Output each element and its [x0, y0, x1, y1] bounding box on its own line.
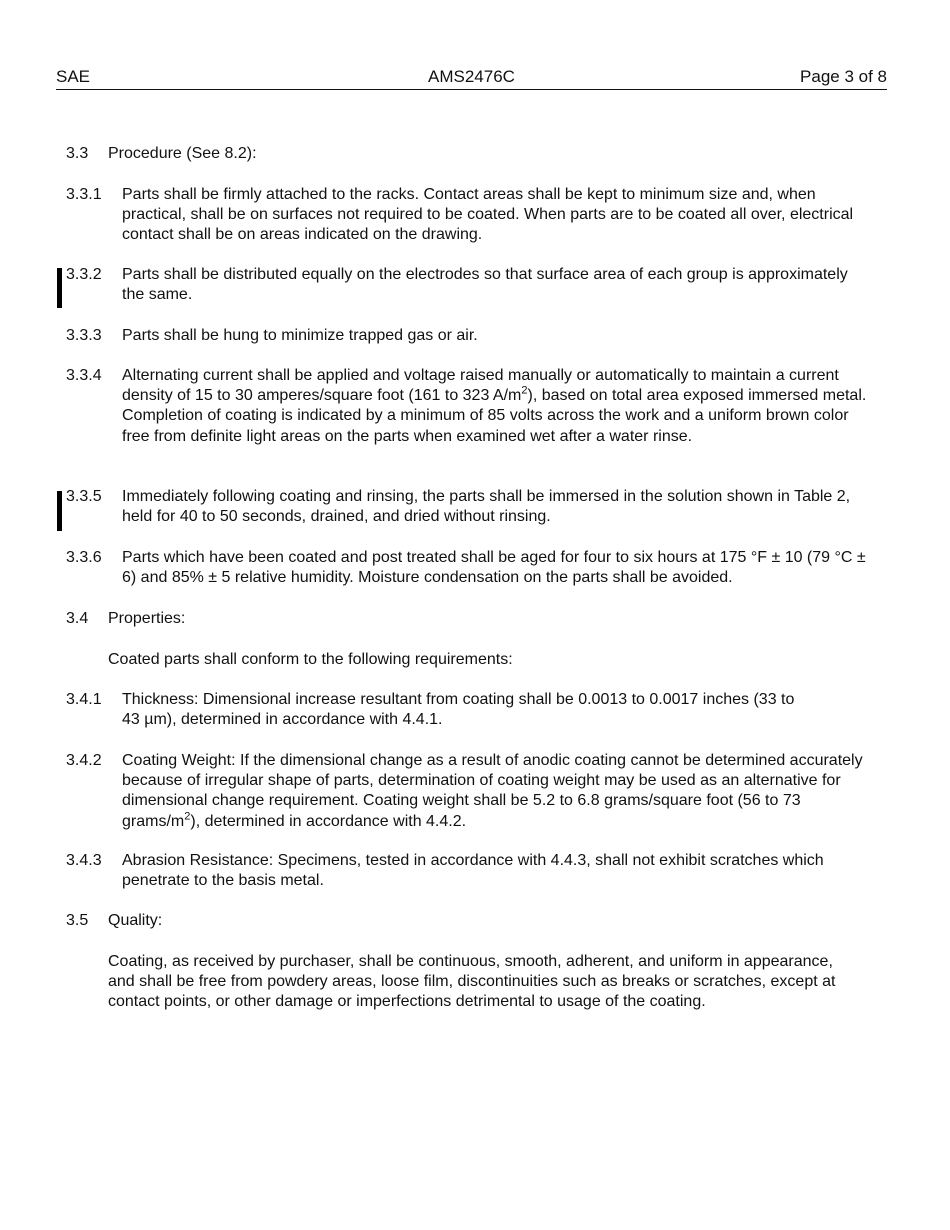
superscript: 2 — [184, 810, 191, 823]
section-number: 3.3.6 — [66, 549, 102, 566]
section-text: Coating, as received by purchaser, shall be continuous, smooth, adherent, and uniform in appearance, and shall be free from powdery areas, loose film, discontinuities such as breaks or scratches, except at contact points, or other damage or imperfections detrimental to usage of the coating. — [108, 953, 836, 1011]
section-text: Immediately following coating and rinsing, the parts shall be immersed in the solution shown in Table 2, held for 40 to 50 seconds, drained, and dried without rinsing. — [122, 488, 851, 526]
change-bar — [57, 268, 62, 308]
text-part: Alternating current shall be applied and voltage raised manually or automatically to maintain a current density of 15 to 30 amperes/square foot (161 to 323 A/m — [122, 367, 839, 405]
section-number: 3.4.1 — [66, 691, 102, 708]
section-number: 3.3.5 — [66, 488, 102, 505]
text-part: Coating Weight: If the dimensional change as a result of anodic coating cannot be determined accurately because of irregular shape of parts, determination of coating weight may be used as an alternative for dimensional change requirement. Coating weight shall be 5.2 to 6.8 grams/square foot (56 to 73 grams/m — [122, 752, 863, 830]
text-part: ), based on total area exposed immersed metal. Completion of coating is indicated by a minimum of 85 volts across the work and a uniform brown color free from definite light areas on the parts when examined wet after a water rinse. — [122, 387, 867, 445]
header-doc-id: AMS2476C — [428, 67, 515, 86]
section-text: Abrasion Resistance: Specimens, tested in accordance with 4.4.3, shall not exhibit scratches which penetrate to the basis metal. — [122, 852, 824, 890]
section-number: 3.3.2 — [66, 266, 102, 283]
section-number: 3.3.1 — [66, 186, 102, 203]
section-text: Thickness: Dimensional increase resultant from coating shall be 0.0013 to 0.0017 inches (33 to 43 µm), determined in accordance with 4.4.1. — [122, 691, 795, 729]
section-text: Parts which have been coated and post treated shall be aged for four to six hours at 175 °F ± 10 (79 °C ± 6) and 85% ± 5 relative humidity. Moisture condensation on the parts shall be avoided. — [122, 549, 866, 587]
text-part: ), determined in accordance with 4.4.2. — [190, 812, 467, 830]
header-org: SAE — [56, 67, 91, 86]
section-number: 3.5 — [66, 912, 89, 929]
section-text: Parts shall be firmly attached to the racks. Contact areas shall be kept to minimum size and, when practical, shall be on surfaces not required to be coated. When parts are to be coated all over, electrical contact shall be on areas indicated on the drawing. — [122, 186, 854, 244]
section-number: 3.3.3 — [66, 327, 102, 344]
header-page-number: Page 3 of 8 — [800, 67, 887, 86]
section-text: Coated parts shall conform to the following requirements: — [108, 651, 513, 668]
section-number: 3.4 — [66, 610, 89, 627]
section-number: 3.4.3 — [66, 852, 102, 869]
section-text — [122, 751, 870, 832]
section-text — [122, 366, 870, 447]
section-number: 3.3.4 — [66, 367, 102, 384]
section-number: 3.4.2 — [66, 752, 102, 769]
section-title: Properties: — [108, 610, 186, 627]
section-number: 3.3 — [66, 145, 89, 162]
change-bar — [57, 491, 62, 531]
section-title: Quality: — [108, 912, 163, 929]
section-text: Parts shall be hung to minimize trapped gas or air. — [122, 327, 478, 344]
section-title: Procedure (See 8.2): — [108, 145, 257, 162]
section-text: Parts shall be distributed equally on the electrodes so that surface area of each group is approximately the same. — [122, 266, 848, 304]
superscript: 2 — [521, 384, 528, 397]
page-header — [56, 66, 887, 90]
